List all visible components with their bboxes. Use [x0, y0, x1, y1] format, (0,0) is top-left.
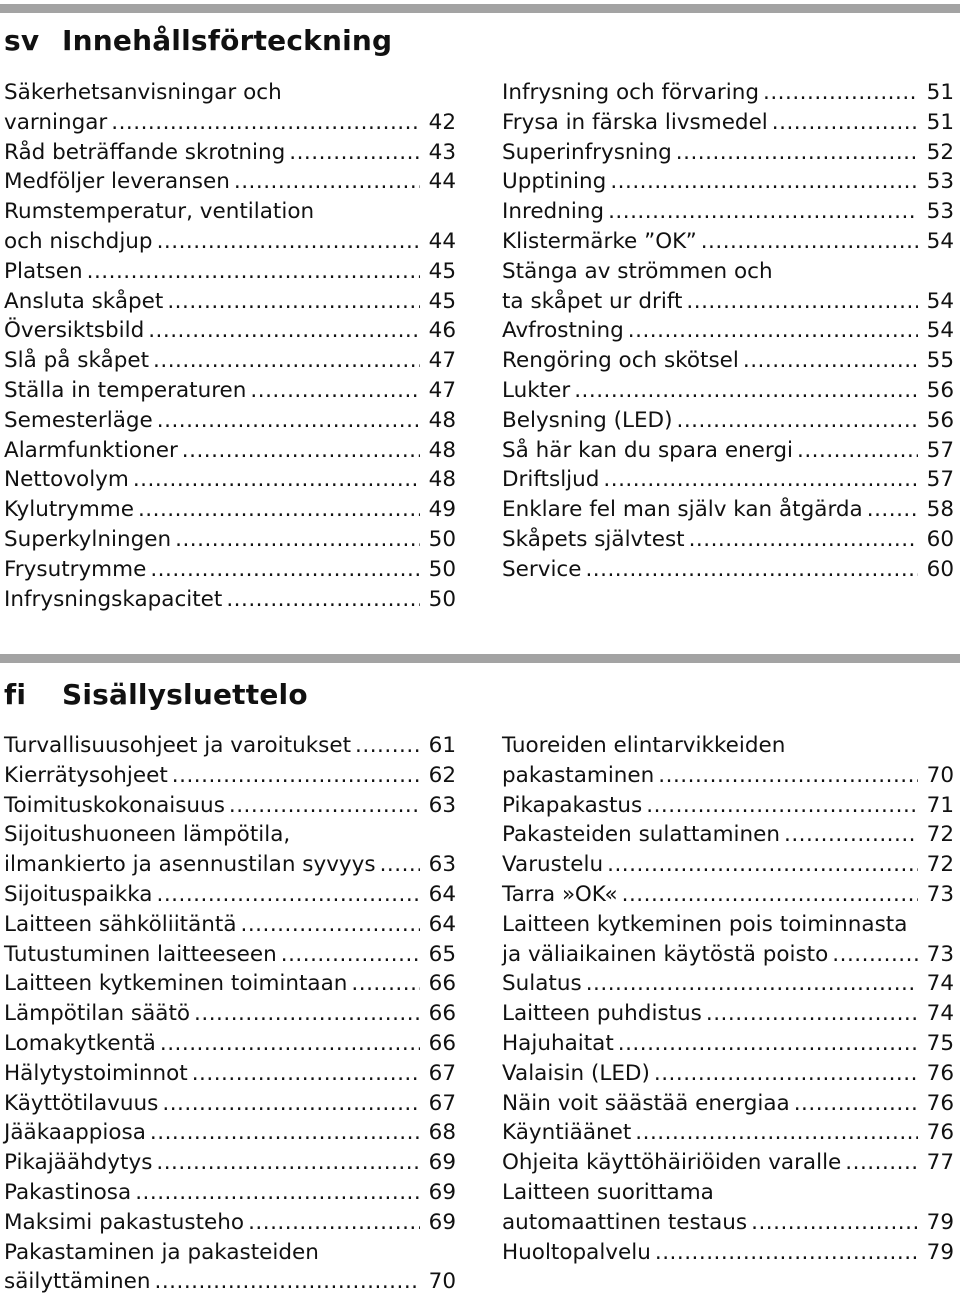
dot-leader — [784, 820, 918, 850]
toc-entry-page: 73 — [926, 881, 954, 907]
dot-leader — [763, 78, 918, 108]
toc-entry-page: 66 — [428, 1030, 456, 1056]
toc-entry-title: pakastaminen — [502, 762, 655, 788]
toc-entry-page: 69 — [428, 1150, 456, 1176]
toc-entry-title: Enklare fel man själv kan åtgärda — [502, 497, 863, 523]
toc-entry-title: Sijoitushuoneen lämpötila, — [4, 822, 291, 848]
toc-entry-page: 49 — [428, 497, 456, 523]
toc-entry-title: Semesterläge — [4, 407, 153, 433]
dot-leader — [676, 138, 918, 168]
toc-entry-page: 48 — [428, 467, 456, 493]
dot-leader — [182, 436, 420, 466]
dot-leader — [194, 999, 420, 1029]
toc-entry-page: 71 — [926, 792, 954, 818]
toc-entry[interactable] — [502, 910, 954, 940]
toc-entry-title: Slå på skåpet — [4, 348, 150, 374]
toc-entry-title: Råd beträffande skrotning — [4, 139, 286, 165]
dot-leader — [603, 465, 918, 495]
toc-entry-page: 79 — [926, 1239, 954, 1265]
toc-entry-page: 68 — [428, 1120, 456, 1146]
dot-leader — [701, 227, 918, 257]
toc-entry[interactable] — [4, 585, 456, 615]
toc-entry-page: 56 — [926, 407, 954, 433]
toc-entry[interactable] — [4, 1238, 456, 1268]
toc-entry-page: 67 — [428, 1060, 456, 1086]
toc-entry-title: Käyttötilavuus — [4, 1090, 159, 1116]
toc-entry[interactable] — [502, 880, 954, 910]
toc-entry-page: 64 — [428, 911, 456, 937]
dot-leader — [192, 1059, 420, 1089]
toc-entry-page: 52 — [926, 139, 954, 165]
toc-entry-page: 46 — [428, 318, 456, 344]
toc-entry[interactable] — [4, 78, 456, 108]
toc-entry-title: Laitteen kytkeminen toimintaan — [4, 971, 348, 997]
toc-entry[interactable] — [502, 1148, 954, 1178]
toc-entry-page: 51 — [926, 109, 954, 135]
dot-leader — [574, 376, 918, 406]
toc-entry-page: 66 — [428, 1001, 456, 1027]
section-title: Innehållsförteckning — [62, 23, 393, 57]
toc-entry-title: ilmankierto ja asennustilan syvyys — [4, 852, 376, 878]
toc-entry-title: Service — [502, 556, 582, 582]
dot-leader — [248, 1208, 420, 1238]
toc-entry-page: 54 — [926, 288, 954, 314]
toc-entry-title: Ohjeita käyttöhäiriöiden varalle — [502, 1150, 842, 1176]
toc-entry-page: 54 — [926, 228, 954, 254]
toc-entry-title: Pikapakastus — [502, 792, 643, 818]
toc-entry-page: 69 — [428, 1209, 456, 1235]
toc-entry[interactable] — [4, 999, 456, 1029]
toc-entry-title: Infrysningskapacitet — [4, 586, 223, 612]
dot-leader — [162, 1089, 420, 1119]
toc-entry-page: 62 — [428, 762, 456, 788]
toc-entry[interactable] — [502, 227, 954, 257]
toc-entry-title: Turvallisuusohjeet ja varoitukset — [4, 733, 352, 758]
toc-entry-page: 67 — [428, 1090, 456, 1116]
dot-leader — [154, 1267, 420, 1297]
dot-leader — [160, 1029, 420, 1059]
toc-entry-page: 72 — [926, 822, 954, 848]
toc-entry-page: 65 — [428, 941, 456, 967]
toc-entry-page: 48 — [428, 437, 456, 463]
toc-entry-page: 50 — [428, 586, 456, 612]
toc-entry[interactable] — [4, 227, 456, 257]
toc-entry-title: Superkylningen — [4, 526, 172, 552]
toc-entry-title: Nettovolym — [4, 467, 129, 493]
dot-leader — [111, 108, 420, 138]
dot-leader — [586, 969, 918, 999]
toc-entry-page: 60 — [926, 526, 954, 552]
dot-leader — [138, 495, 420, 525]
toc-entry-title: Pakastaminen ja pakasteiden — [4, 1239, 319, 1265]
toc-entry-title: Så här kan du spara energi — [502, 437, 793, 463]
toc-entry[interactable] — [502, 940, 954, 970]
toc-entry[interactable] — [502, 969, 954, 999]
toc-entry-title: Inredning — [502, 199, 605, 225]
toc-entry[interactable] — [502, 108, 954, 138]
toc-entry-title: Hälytystoiminnot — [4, 1060, 188, 1086]
toc-entry-title: Klistermärke ”OK” — [502, 228, 697, 254]
toc-entry[interactable] — [502, 1178, 954, 1208]
toc-entry[interactable] — [4, 555, 456, 585]
dot-leader — [157, 227, 420, 257]
toc-entry-page: 66 — [428, 971, 456, 997]
toc-entry[interactable] — [4, 731, 456, 761]
dot-leader — [380, 850, 420, 880]
toc-entry[interactable] — [4, 1267, 456, 1297]
toc-entry-title: Alarmfunktioner — [4, 437, 178, 463]
toc-entry-page: 55 — [926, 348, 954, 374]
toc-entry[interactable] — [4, 406, 456, 436]
dot-leader — [585, 555, 918, 585]
toc-entry-title: Käyntiäänet — [502, 1120, 632, 1146]
toc-entry[interactable] — [502, 287, 954, 317]
toc-entry-title: Tutustuminen laitteeseen — [4, 941, 277, 967]
toc-entry-page: 72 — [926, 852, 954, 878]
dot-leader — [646, 791, 918, 821]
toc-entry[interactable] — [4, 791, 456, 821]
toc-entry-page: 70 — [428, 1269, 456, 1295]
dot-leader — [607, 850, 918, 880]
toc-entry-title: Stänga av strömmen och — [502, 258, 773, 284]
toc-entry-page: 57 — [926, 467, 954, 493]
dot-leader — [658, 761, 918, 791]
toc-entry-title: Varustelu — [502, 852, 604, 878]
toc-entry-page: 70 — [926, 762, 954, 788]
dot-leader — [654, 1059, 918, 1089]
toc-entry-title: Toimituskokonaisuus — [4, 792, 225, 818]
toc-entry-title: ta skåpet ur drift — [502, 288, 683, 314]
dot-leader — [610, 167, 918, 197]
toc-entry-page: 61 — [428, 733, 456, 758]
toc-entry[interactable] — [502, 555, 954, 585]
toc-entry-title: Lukter — [502, 377, 571, 403]
toc-entry-title: automaattinen testaus — [502, 1209, 748, 1235]
dot-leader — [608, 197, 918, 227]
toc-entry[interactable] — [4, 1118, 456, 1148]
toc-entry-page: 44 — [428, 228, 456, 254]
toc-entry-page: 76 — [926, 1090, 954, 1116]
toc-entry-title: Ansluta skåpet — [4, 288, 164, 314]
toc-entry-page: 53 — [926, 199, 954, 225]
toc-entry-title: Frysutrymme — [4, 556, 147, 582]
toc-entry-page: 63 — [428, 792, 456, 818]
toc-entry[interactable] — [4, 1059, 456, 1089]
toc-entry-title: Rumstemperatur, ventilation — [4, 199, 315, 225]
toc-entry[interactable] — [502, 820, 954, 850]
toc-entry-title: Avfrostning — [502, 318, 624, 344]
section-heading — [4, 674, 308, 714]
toc-entry[interactable] — [4, 1208, 456, 1238]
toc-entry-page: 54 — [926, 318, 954, 344]
toc-entry-page: 50 — [428, 556, 456, 582]
toc-entry[interactable] — [502, 138, 954, 168]
language-code: sv — [4, 23, 40, 57]
toc-entry-title: Laitteen sähköliitäntä — [4, 911, 237, 937]
toc-entry-title: Laitteen kytkeminen pois toiminnasta — [502, 911, 908, 937]
toc-entry-title: Säkerhetsanvisningar och — [4, 80, 282, 105]
toc-entry-title: Driftsljud — [502, 467, 600, 493]
toc-entry[interactable] — [4, 525, 456, 555]
toc-entry-page: 53 — [926, 169, 954, 195]
dot-leader — [281, 940, 420, 970]
toc-entry[interactable] — [4, 436, 456, 466]
toc-entry-page: 74 — [926, 971, 954, 997]
toc-entry-title: varningar — [4, 109, 108, 135]
dot-leader — [743, 346, 918, 376]
dot-leader — [150, 555, 420, 585]
toc-entry[interactable] — [4, 197, 456, 227]
toc-entry[interactable] — [502, 761, 954, 791]
toc-entry-title: Belysning (LED) — [502, 407, 673, 433]
toc-entry[interactable] — [4, 910, 456, 940]
toc-entry[interactable] — [502, 1029, 954, 1059]
dot-leader — [229, 791, 420, 821]
toc-entry[interactable] — [4, 346, 456, 376]
toc-entry-title: Tarra »OK« — [502, 881, 618, 907]
toc-entry-page: 58 — [926, 497, 954, 523]
toc-entry[interactable] — [4, 880, 456, 910]
toc-entry-page: 57 — [926, 437, 954, 463]
toc-entry-title: och nischdjup — [4, 228, 153, 254]
dot-leader — [635, 1118, 918, 1148]
toc-entry-title: Tuoreiden elintarvikkeiden — [502, 733, 786, 758]
toc-entry[interactable] — [4, 495, 456, 525]
dot-leader — [355, 731, 420, 761]
toc-entry-title: Jääkaappiosa — [4, 1120, 146, 1146]
toc-entry[interactable] — [502, 78, 954, 108]
language-code: fi — [4, 677, 27, 711]
toc-entry-title: Lämpötilan säätö — [4, 1001, 191, 1027]
toc-entry-title: Infrysning och förvaring — [502, 80, 759, 105]
section-divider — [0, 4, 960, 13]
toc-column-right — [502, 731, 954, 1267]
toc-entry[interactable] — [4, 820, 456, 850]
toc-entry-page: 60 — [926, 556, 954, 582]
toc-entry[interactable] — [502, 167, 954, 197]
toc-entry-title: Pakastinosa — [4, 1179, 132, 1205]
toc-entry-page: 47 — [428, 377, 456, 403]
toc-entry-page: 77 — [926, 1150, 954, 1176]
dot-leader — [794, 1089, 918, 1119]
toc-column-right — [502, 78, 954, 585]
dot-leader — [135, 1178, 420, 1208]
toc-entry[interactable] — [4, 138, 456, 168]
toc-entry[interactable] — [502, 495, 954, 525]
toc-entry[interactable] — [502, 316, 954, 346]
dot-leader — [250, 376, 420, 406]
toc-entry-title: Skåpets självtest — [502, 526, 685, 552]
dot-leader — [686, 287, 918, 317]
toc-entry[interactable] — [4, 257, 456, 287]
toc-entry[interactable] — [4, 465, 456, 495]
toc-entry-page: 43 — [428, 139, 456, 165]
toc-entry-title: Frysa in färska livsmedel — [502, 109, 768, 135]
dot-leader — [751, 1208, 918, 1238]
toc-entry-page: 69 — [428, 1179, 456, 1205]
toc-entry-title: Laitteen suorittama — [502, 1179, 714, 1205]
dot-leader — [618, 1029, 918, 1059]
toc-entry[interactable] — [502, 999, 954, 1029]
toc-entry[interactable] — [4, 761, 456, 791]
toc-entry-title: Sulatus — [502, 971, 582, 997]
toc-entry-title: Superinfrysning — [502, 139, 672, 165]
dot-leader — [241, 910, 420, 940]
dot-leader — [351, 969, 420, 999]
toc-entry-page: 48 — [428, 407, 456, 433]
toc-entry-page: 51 — [926, 80, 954, 105]
toc-entry-title: Platsen — [4, 258, 83, 284]
toc-entry[interactable] — [502, 436, 954, 466]
toc-entry-title: Hajuhaitat — [502, 1030, 614, 1056]
toc-entry-title: Kylutrymme — [4, 497, 134, 523]
toc-entry[interactable] — [4, 1089, 456, 1119]
toc-entry-title: Medföljer leveransen — [4, 169, 230, 195]
toc-entry-page: 73 — [926, 941, 954, 967]
toc-entry-title: ja väliaikainen käytöstä poisto — [502, 941, 829, 967]
dot-leader — [148, 316, 420, 346]
toc-entry[interactable] — [502, 376, 954, 406]
dot-leader — [832, 940, 918, 970]
toc-entry[interactable] — [502, 406, 954, 436]
toc-entry-title: Huoltopalvelu — [502, 1239, 651, 1265]
toc-entry-page: 47 — [428, 348, 456, 374]
toc-entry[interactable] — [4, 1178, 456, 1208]
toc-entry-title: Pakasteiden sulattaminen — [502, 822, 780, 848]
dot-leader — [234, 167, 420, 197]
toc-entry-title: Sijoituspaikka — [4, 881, 153, 907]
dot-leader — [772, 108, 918, 138]
toc-entry-title: Lomakytkentä — [4, 1030, 156, 1056]
toc-entry[interactable] — [4, 167, 456, 197]
toc-entry[interactable] — [4, 316, 456, 346]
toc-entry-page: 42 — [428, 109, 456, 135]
dot-leader — [167, 287, 420, 317]
toc-entry[interactable] — [502, 465, 954, 495]
toc-entry-title: Pikajäähdytys — [4, 1150, 153, 1176]
dot-leader — [156, 1148, 420, 1178]
toc-entry[interactable] — [502, 850, 954, 880]
toc-entry[interactable] — [502, 525, 954, 555]
section-divider — [0, 654, 960, 663]
toc-entry[interactable] — [4, 108, 456, 138]
dot-leader — [628, 316, 918, 346]
toc-entry-page: 45 — [428, 288, 456, 314]
toc-entry-page: 44 — [428, 169, 456, 195]
toc-entry[interactable] — [4, 287, 456, 317]
toc-entry[interactable] — [502, 731, 954, 761]
toc-entry-page: 74 — [926, 1001, 954, 1027]
toc-entry[interactable] — [502, 1208, 954, 1238]
toc-entry-page: 76 — [926, 1060, 954, 1086]
dot-leader — [867, 495, 918, 525]
toc-entry[interactable] — [4, 940, 456, 970]
dot-leader — [150, 1118, 420, 1148]
toc-entry-page: 56 — [926, 377, 954, 403]
dot-leader — [175, 525, 420, 555]
toc-entry-page: 76 — [926, 1120, 954, 1146]
toc-entry-page: 50 — [428, 526, 456, 552]
toc-entry-page: 45 — [428, 258, 456, 284]
dot-leader — [706, 999, 918, 1029]
toc-entry[interactable] — [502, 1089, 954, 1119]
dot-leader — [689, 525, 918, 555]
toc-entry-title: Ställa in temperaturen — [4, 377, 247, 403]
toc-entry[interactable] — [502, 1238, 954, 1268]
toc-entry-title: säilyttäminen — [4, 1269, 151, 1295]
toc-entry[interactable] — [4, 376, 456, 406]
toc-entry[interactable] — [502, 346, 954, 376]
toc-entry-title: Rengöring och skötsel — [502, 348, 739, 374]
section-title: Sisällysluettelo — [62, 677, 308, 711]
dot-leader — [156, 880, 420, 910]
toc-entry-title: Kierrätysohjeet — [4, 762, 168, 788]
toc-entry-title: Laitteen puhdistus — [502, 1001, 702, 1027]
toc-entry-page: 75 — [926, 1030, 954, 1056]
dot-leader — [87, 257, 420, 287]
toc-entry-title: Näin voit säästää energiaa — [502, 1090, 790, 1116]
dot-leader — [133, 465, 420, 495]
toc-entry[interactable] — [502, 1059, 954, 1089]
toc-entry[interactable] — [502, 1118, 954, 1148]
toc-entry[interactable] — [4, 1029, 456, 1059]
toc-column-left — [4, 731, 456, 1297]
dot-leader — [226, 585, 420, 615]
dot-leader — [845, 1148, 918, 1178]
dot-leader — [655, 1238, 918, 1268]
toc-entry-title: Upptining — [502, 169, 607, 195]
dot-leader — [157, 406, 420, 436]
toc-entry-page: 63 — [428, 852, 456, 878]
toc-column-left — [4, 78, 456, 614]
section-heading — [4, 20, 392, 60]
toc-entry-title: Maksimi pakastusteho — [4, 1209, 245, 1235]
toc-entry[interactable] — [4, 969, 456, 999]
dot-leader — [797, 436, 918, 466]
toc-entry-title: Översiktsbild — [4, 318, 145, 344]
toc-entry[interactable] — [4, 1148, 456, 1178]
dot-leader — [289, 138, 420, 168]
toc-entry-page: 64 — [428, 881, 456, 907]
toc-entry[interactable] — [502, 197, 954, 227]
toc-entry[interactable] — [502, 791, 954, 821]
toc-entry[interactable] — [4, 850, 456, 880]
dot-leader — [172, 761, 420, 791]
dot-leader — [622, 880, 918, 910]
dot-leader — [676, 406, 918, 436]
toc-entry-page: 79 — [926, 1209, 954, 1235]
toc-entry[interactable] — [502, 257, 954, 287]
toc-entry-title: Valaisin (LED) — [502, 1060, 650, 1086]
dot-leader — [153, 346, 420, 376]
